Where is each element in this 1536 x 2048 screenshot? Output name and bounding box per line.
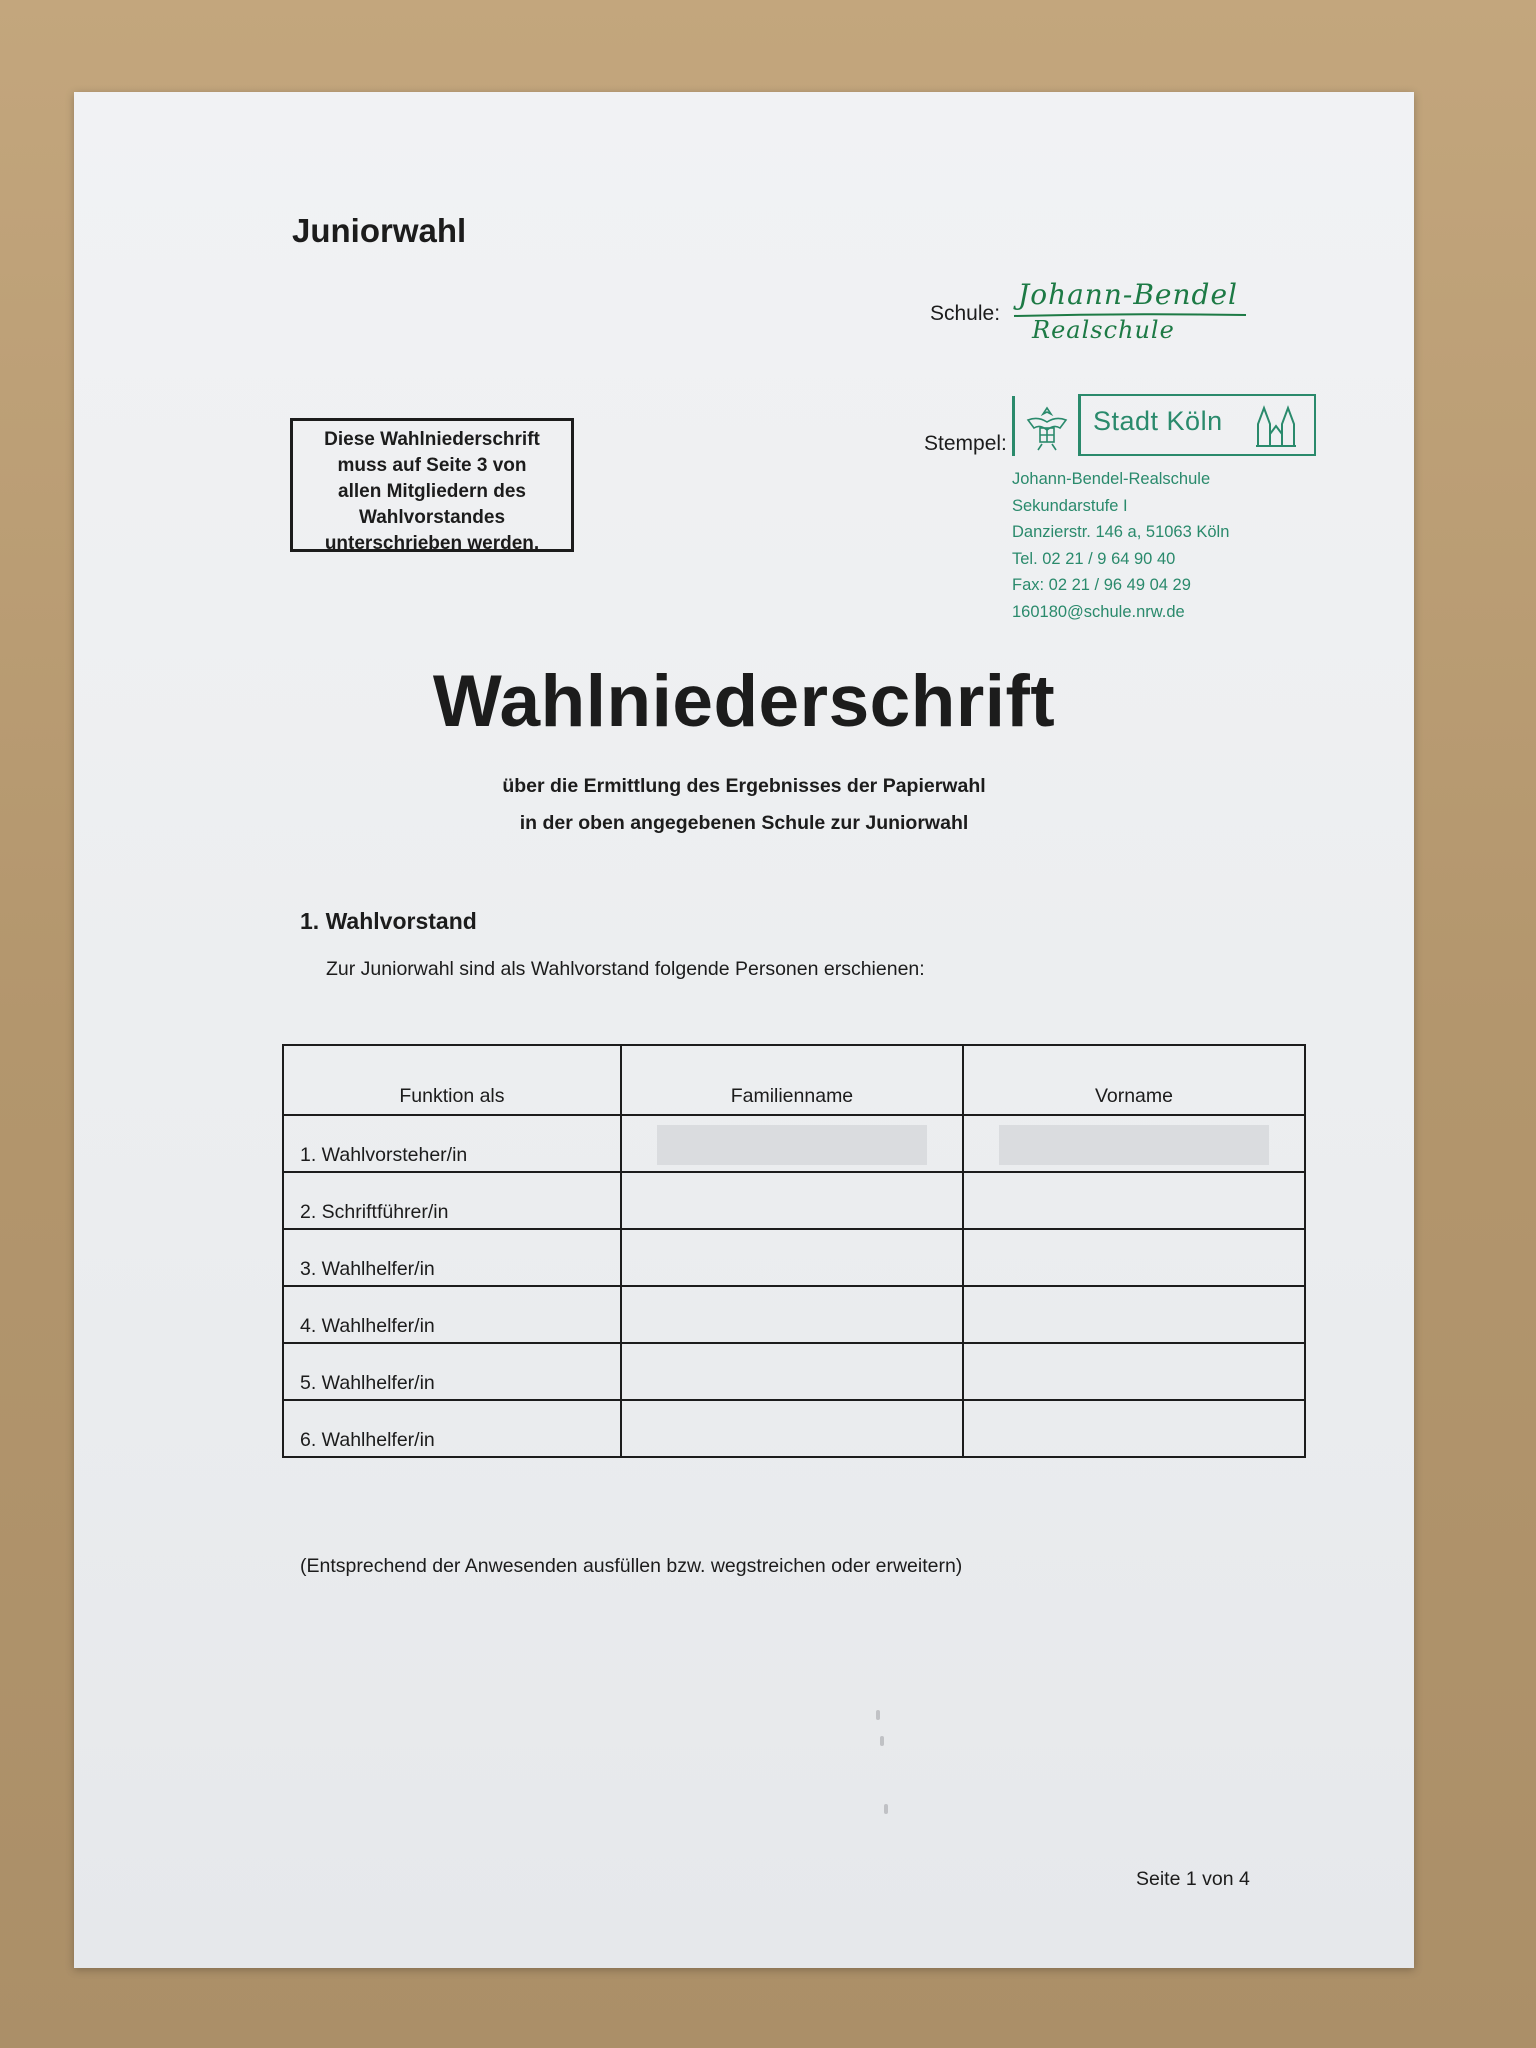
surname-cell: [621, 1343, 963, 1400]
function-cell: 3. Wahlhelfer/in: [283, 1229, 621, 1286]
stamp-city: Stadt Köln: [1093, 406, 1223, 436]
surname-cell: [621, 1400, 963, 1457]
stamp-line: Tel. 02 21 / 9 64 90 40: [1012, 549, 1176, 568]
table-row: [283, 1400, 1305, 1457]
document-page: [74, 92, 1414, 1968]
notice-line: Diese Wahlniederschrift: [324, 429, 540, 450]
section-intro: Zur Juniorwahl sind als Wahlvorstand folgende Personen erschienen:: [326, 958, 925, 980]
firstname-cell: [963, 1229, 1305, 1286]
subtitle-line: in der oben angegebenen Schule zur Juniorwahl: [519, 812, 969, 834]
firstname-cell: [963, 1286, 1305, 1343]
firstname-cell: [963, 1115, 1305, 1172]
function-cell: 2. Schriftführer/in: [283, 1172, 621, 1229]
cathedral-icon: [1254, 404, 1298, 448]
school-handwriting-line2: Realschule: [1032, 316, 1175, 344]
header-title: Juniorwahl: [292, 212, 467, 249]
function-cell: 4. Wahlhelfer/in: [283, 1286, 621, 1343]
school-stamp: [1012, 394, 1320, 634]
table-row: [283, 1172, 1305, 1229]
surname-cell: [621, 1229, 963, 1286]
subtitle-line: über die Ermittlung des Ergebnisses der Papierwahl: [502, 775, 986, 797]
firstname-cell: [963, 1172, 1305, 1229]
stamp-line: Sekundarstufe I: [1012, 496, 1128, 515]
notice-line: muss auf Seite 3 von: [337, 455, 527, 476]
stamp-city-box: [1078, 394, 1316, 456]
stamp-bar: [1012, 396, 1015, 456]
table-header-row: [283, 1045, 1305, 1115]
signature-notice-box: [290, 418, 574, 552]
redacted-field: [657, 1125, 927, 1165]
stamp-line: 160180@schule.nrw.de: [1012, 602, 1185, 621]
table-row: [283, 1229, 1305, 1286]
school-handwritten-name: [1010, 278, 1250, 358]
surname-cell: [621, 1286, 963, 1343]
election-board-table: [282, 1044, 1306, 1458]
punch-mark: [876, 1710, 880, 1720]
firstname-cell: [963, 1343, 1305, 1400]
surname-cell: [621, 1115, 963, 1172]
function-cell: 1. Wahlvorsteher/in: [283, 1115, 621, 1172]
notice-line: allen Mitgliedern des: [338, 481, 526, 502]
section-title: 1. Wahlvorstand: [300, 908, 477, 934]
table-note: (Entsprechend der Anwesenden ausfüllen bzw. wegstreichen oder erweitern): [300, 1555, 963, 1577]
page-number: Seite 1 von 4: [1136, 1868, 1250, 1890]
table-row: [283, 1286, 1305, 1343]
function-cell: 5. Wahlhelfer/in: [283, 1343, 621, 1400]
notice-line: unterschrieben werden.: [324, 533, 540, 554]
stamp-address: [1012, 466, 1229, 625]
table-row: [283, 1115, 1305, 1172]
function-cell: 6. Wahlhelfer/in: [283, 1400, 621, 1457]
stamp-line: Fax: 02 21 / 96 49 04 29: [1012, 576, 1191, 594]
surname-cell: [621, 1172, 963, 1229]
column-header-function: Funktion als: [283, 1045, 621, 1115]
punch-mark: [884, 1804, 888, 1814]
redacted-field: [999, 1125, 1269, 1165]
school-label: Schule:: [930, 302, 1001, 325]
document-title: Wahlniederschrift: [432, 661, 1056, 742]
firstname-cell: [963, 1400, 1305, 1457]
stamp-line: Johann-Bendel-Realschule: [1012, 470, 1211, 488]
table-row: [283, 1343, 1305, 1400]
column-header-surname: Familienname: [621, 1045, 963, 1115]
document-subtitle: [74, 768, 1414, 842]
stamp-line: Danzierstr. 146 a, 51063 Köln: [1012, 523, 1230, 541]
punch-mark: [880, 1736, 884, 1746]
column-header-firstname: Vorname: [963, 1045, 1305, 1115]
school-handwriting-line1: Johann-Bendel: [1018, 278, 1238, 311]
notice-line: Wahlvorstandes: [358, 507, 506, 528]
stamp-label: Stempel:: [924, 432, 1007, 455]
city-crest-icon: [1020, 400, 1074, 454]
